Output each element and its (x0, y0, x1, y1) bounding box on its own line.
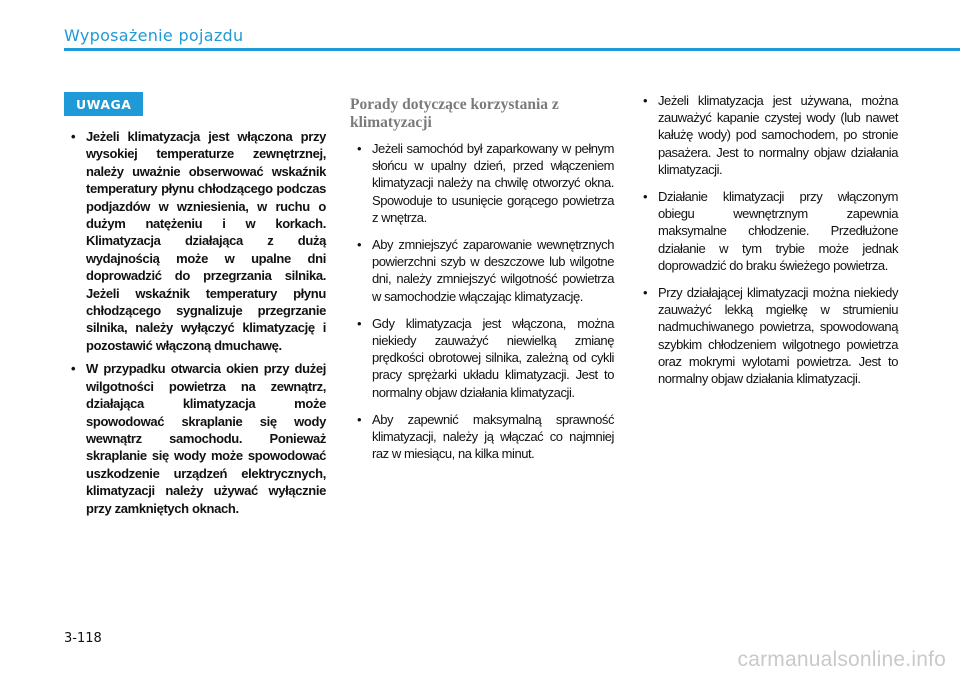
tip-item: • Jeżeli samochód był zaparkowany w pełnym słońcu w upalny dzień, przed włączeniem klimatyzacji należy na chwilę otworzyć okna. Spowoduje to usunięcie gorącego powietrza z wnętrza. (350, 140, 614, 226)
tips-heading: Porady dotyczące korzystania z klimatyzacji (350, 96, 559, 131)
tip-item: • Przy działającej klimatyzacji można niekiedy zauważyć lekką mgiełkę w strumieniu nadmuchiwanego powietrza, spowodowaną szybkim chłodzeniem wilgotnego powietrza oraz mokrymi wylotami powietrza. Jest to normalny objaw działania klimatyzacji. (636, 284, 898, 387)
tips-column-2 (636, 92, 898, 397)
tip-item: • Działanie klimatyzacji przy włączonym obiegu wewnętrznym zapewnia maksymalne chłodzenie. Przedłużone działanie w tym trybie może jednak doprowadzić do braku świeżego powietrza. (636, 188, 898, 274)
tip-item: • Aby zapewnić maksymalną sprawność klimatyzacji, należy ją włączać co najmniej raz w miesiącu, na kilka minut. (350, 411, 614, 463)
header-rule (64, 48, 960, 51)
warning-badge: UWAGA (64, 92, 143, 116)
warning-column (64, 92, 326, 523)
warning-item: • W przypadku otwarcia okien przy dużej wilgotności powietrza na zewnątrz, działająca klimatyzacja może spowodować skraplanie się wody wewnątrz samochodu. Ponieważ skraplanie się wody może spowodować uszkodzenie urządzeń elektrycznych, klimatyzacji należy używać wyłącznie przy zamkniętych oknach. (64, 360, 326, 517)
tips-list-2 (636, 92, 898, 387)
page-number: 3-118 (64, 631, 102, 646)
tips-column-1 (350, 96, 614, 472)
watermark: carmanualsonline.info (737, 648, 946, 671)
warning-item: • Jeżeli klimatyzacja jest włączona przy wysokiej temperaturze zewnętrznej, należy uważnie obserwować wskaźnik temperatury płynu chłodzącego podczas podjazdów w wzniesienia, w ruchu o dużym natężeniu i w korkach. Klimatyzacja działająca z dużą wydajnością może w upalne dni doprowadzić do przegrzania silnika. Jeżeli wskaźnik temperatury płynu chłodzącego sygnalizuje przegrzanie silnika, należy wyłączyć klimatyzację i pozostawić włączoną dmuchawę. (64, 128, 326, 354)
tip-item: • Gdy klimatyzacja jest włączona, można niekiedy zauważyć niewielką zmianę prędkości obrotowej silnika, zależną od cykli pracy sprężarki układu klimatyzacji. Jest to normalny objaw działania klimatyzacji. (350, 315, 614, 401)
warning-list (64, 128, 326, 517)
tip-item: • Jeżeli klimatyzacja jest używana, można zauważyć kapanie czystej wody (lub nawet kałużę wody) pod samochodem, po stronie pasażera. Jest to normalny objaw działania klimatyzacji. (636, 92, 898, 178)
section-title: Wyposażenie pojazdu (64, 26, 244, 45)
tips-list-1 (350, 140, 614, 462)
tip-item: • Aby zmniejszyć zaparowanie wewnętrznych powierzchni szyb w deszczowe lub wilgotne dni, należy zmniejszyć wilgotność powietrza w samochodzie włączając klimatyzację. (350, 236, 614, 305)
